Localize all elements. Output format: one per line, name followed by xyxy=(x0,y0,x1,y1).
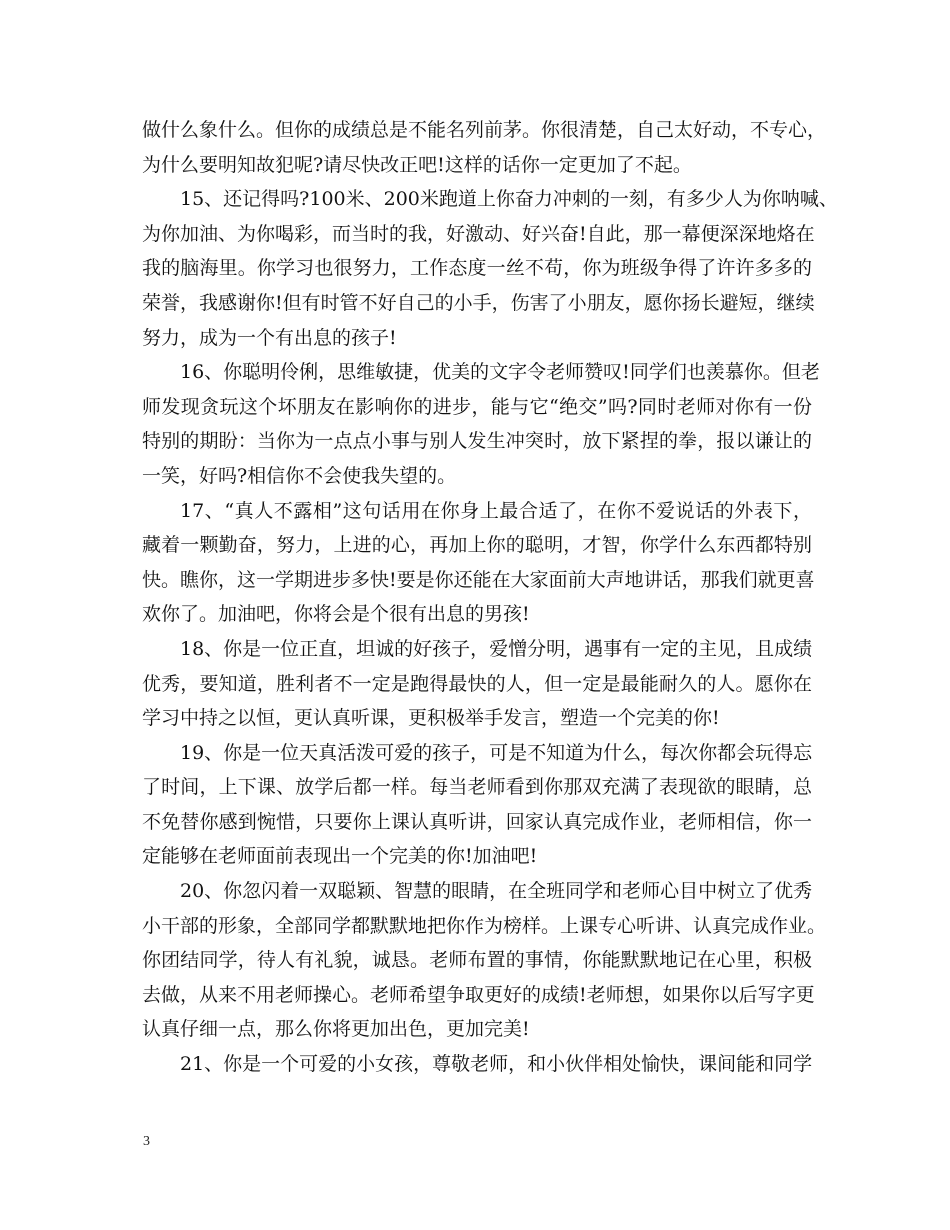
text-line: 你团结同学，待人有礼貌，诚恳。老师布置的事情，你能默默地记在心里，积极 xyxy=(142,949,812,972)
text-line: 我的脑海里。你学习也很努力，工作态度一丝不苟，你为班级争得了许许多多的 xyxy=(142,257,812,280)
text-line: 藏着一颗勤奋，努力，上进的心，再加上你的聪明，才智，你学什么东西都特别 xyxy=(142,534,812,557)
text-line: 快。瞧你，这一学期进步多快!要是你还能在大家面前大声地讲话，那我们就更喜 xyxy=(142,568,815,591)
paragraph-start-20: 20、你忽闪着一双聪颖、智慧的眼睛，在全班同学和老师心目中树立了优秀 xyxy=(180,880,813,903)
text-line: 做什么象什么。但你的成绩总是不能名列前茅。你很清楚，自己太好动，不专心， xyxy=(142,119,827,141)
paragraph-start-21: 21、你是一个可爱的小女孩，尊敬老师，和小伙伴相处愉快，课间能和同学 xyxy=(180,1053,813,1076)
text-line: 了时间，上下课、放学后都一样。每当老师看到你那双充满了表现欲的眼睛，总 xyxy=(142,776,812,799)
text-line: 定能够在老师面前表现出一个完美的你!加油吧! xyxy=(142,845,538,868)
text-line: 学习中持之以恒，更认真听课，更积极举手发言，塑造一个完美的你! xyxy=(142,707,720,730)
text-line: 不免替你感到惋惜，只要你上课认真听讲，回家认真完成作业，老师相信，你一 xyxy=(142,810,812,833)
text-line: 荣誉，我感谢你!但有时管不好自己的小手，伤害了小朋友，愿你扬长避短，继续 xyxy=(142,291,815,314)
text-line: 去做，从来不用老师操心。老师希望争取更好的成绩!老师想，如果你以后写字更 xyxy=(142,983,815,1006)
text-line: 特别的期盼：当你为一点点小事与别人发生冲突时，放下紧捏的拳，报以谦让的 xyxy=(142,430,812,453)
text-line: 小干部的形象，全部同学都默默地把你作为榜样。上课专心听讲、认真完成作业。 xyxy=(142,914,827,937)
document-body xyxy=(142,113,838,1082)
paragraph-start-18: 18、你是一位正直，坦诚的好孩子，爱憎分明，遇事有一定的主见，且成绩 xyxy=(180,637,813,660)
text-line: 欢你了。加油吧，你将会是个很有出息的男孩! xyxy=(142,603,530,626)
paragraph-start-17: 17、“真人不露相”这句话用在你身上最合适了，在你不爱说话的外表下， xyxy=(180,499,812,522)
page-number: 3 xyxy=(143,1134,150,1149)
paragraph-start-16: 16、你聪明伶俐，思维敏捷，优美的文字令老师赞叹!同学们也羡慕你。但老 xyxy=(180,361,820,384)
text-line: 认真仔细一点，那么你将更加出色，更加完美! xyxy=(142,1018,530,1041)
text-line: 为什么要明知故犯呢?请尽快改正吧!这样的话你一定更加了不起。 xyxy=(142,153,692,176)
text-line: 一笑，好吗?相信你不会使我失望的。 xyxy=(142,464,457,487)
text-line: 为你加油、为你喝彩，而当时的我，好激动、好兴奋!自此，那一幕便深深地烙在 xyxy=(142,222,815,245)
paragraph-start-19: 19、你是一位天真活泼可爱的孩子，可是不知道为什么，每次你都会玩得忘 xyxy=(180,741,813,764)
text-line: 优秀，要知道，胜利者不一定是跑得最快的人，但一定是最能耐久的人。愿你在 xyxy=(142,672,812,695)
text-line: 师发现贪玩这个坏朋友在影响你的进步，能与它“绝交”吗?同时老师对你有一份 xyxy=(142,395,812,418)
text-line: 努力，成为一个有出息的孩子! xyxy=(142,326,397,349)
paragraph-start-15: 15、还记得吗?100米、200米跑道上你奋力冲刺的一刻，有多少人为你呐喊、 xyxy=(180,188,838,211)
